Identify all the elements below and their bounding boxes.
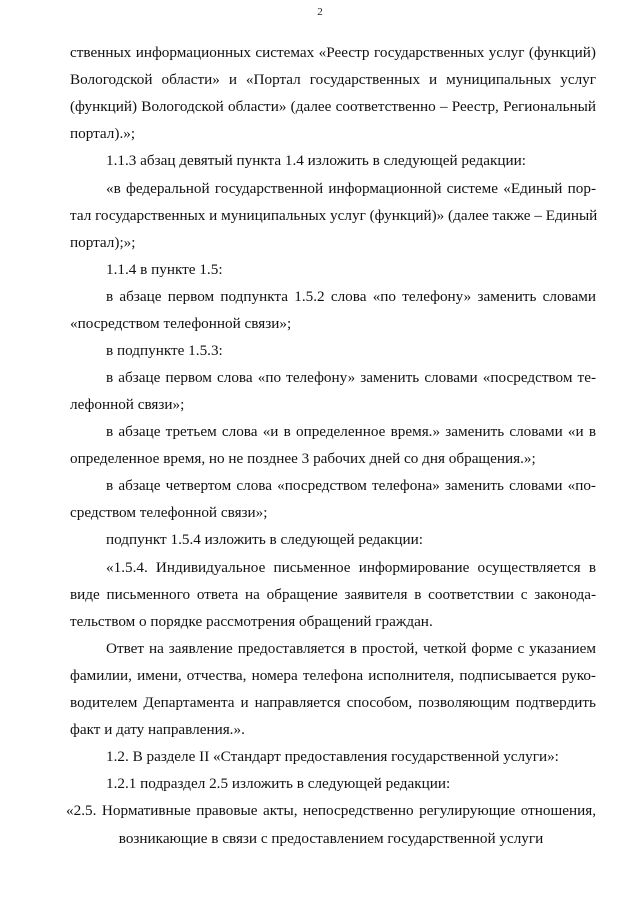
text-line: факт и дату направления.». <box>70 721 245 738</box>
text-line: 1.2. В разделе II «Стандарт предоставления государственной услуги»: <box>106 748 559 765</box>
text-line: определенное время, но не позднее 3 рабочих дней со дня обращения.»; <box>70 450 536 467</box>
text-line: портал);»; <box>70 234 136 251</box>
text-line: средством телефонной связи»; <box>70 504 268 521</box>
text-line: «в федеральной государственной информационной системе «Единый пор- <box>106 180 596 197</box>
text-line: в абзаце первом подпункта 1.5.2 слова «по телефону» заменить словами <box>106 288 596 305</box>
text-line: 1.1.3 абзац девятый пункта 1.4 изложить в следующей редакции: <box>106 152 527 169</box>
text-line: ственных информационных системах «Реестр государственных услуг (функций) <box>70 44 596 61</box>
text-line: Вологодской области» и «Портал государственных и муниципальных услуг <box>70 71 596 88</box>
text-line: водителем Департамента и направляется способом, позволяющим подтвердить <box>70 694 596 711</box>
text-line: 1.1.4 в пункте 1.5: <box>106 261 223 278</box>
text-line: возникающие в связи с предоставлением государственной услуги <box>118 830 544 847</box>
text-line: Ответ на заявление предоставляется в простой, четкой форме с указанием <box>106 640 596 657</box>
page-number: 2 <box>317 6 323 18</box>
text-line: тельством о порядке рассмотрения обращений граждан. <box>70 613 433 630</box>
text-line: в подпункте 1.5.3: <box>106 342 223 359</box>
text-line: 1.2.1 подраздел 2.5 изложить в следующей редакции: <box>106 775 451 792</box>
text-line: (функций) Вологодской области» (далее соответственно – Реестр, Региональный <box>70 98 596 115</box>
text-line: в абзаце четвертом слова «посредством телефона» заменить словами «по- <box>106 477 596 494</box>
text-line: в абзаце первом слова «по телефону» заменить словами «посредством те- <box>106 369 596 386</box>
text-line: подпункт 1.5.4 изложить в следующей редакции: <box>106 531 423 548</box>
text-line: виде письменного ответа на обращение заявителя в соответствии с законода- <box>70 586 596 603</box>
text-line: «2.5. Нормативные правовые акты, непосредственно регулирующие отношения, <box>66 802 596 819</box>
text-line: в абзаце третьем слова «и в определенное время.» заменить словами «и в <box>106 423 596 440</box>
text-line: «посредством телефонной связи»; <box>70 315 292 332</box>
text-line: портал).»; <box>70 125 136 142</box>
text-line: фамилии, имени, отчества, номера телефона исполнителя, подписывается руко- <box>70 667 596 684</box>
text-line: лефонной связи»; <box>70 396 185 413</box>
text-line: «1.5.4. Индивидуальное письменное информирование осуществляется в <box>106 559 596 576</box>
text-line: тал государственных и муниципальных услуг (функций)» (далее также – Единый <box>70 207 598 224</box>
